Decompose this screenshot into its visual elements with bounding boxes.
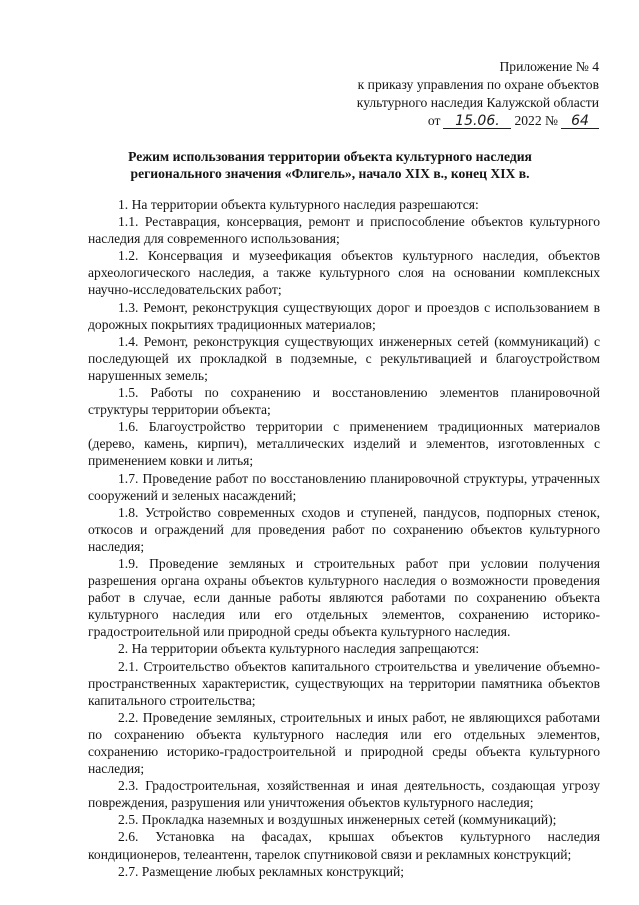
paragraph: 1.1. Реставрация, консервация, ремонт и приспособление объектов культурного наследия для современного использования; (88, 214, 600, 247)
paragraph: 1.7. Проведение работ по восстановлению планировочной структуры, утраченных сооружений и зеленых насаждений; (88, 470, 600, 503)
paragraph: 2.7. Размещение любых рекламных конструкций; (118, 863, 405, 879)
paragraph: 2.5. Прокладка наземных и воздушных инженерных сетей (коммуникаций); (118, 812, 557, 828)
date-prefix: от (427, 113, 441, 128)
paragraph: 1.3. Ремонт, реконструкция существующих дорог и проездов с использованием в дорожных покрытиях традиционных материалов; (88, 299, 600, 332)
paragraph: 1.5. Работы по сохранению и восстановлению элементов планировочной структуры территории объекта; (88, 385, 600, 418)
paragraph: 2.1. Строительство объектов капитального строительства и увеличение объемно-пространственных характеристик, существующих на территории памятника объектов капитального строительства; (88, 658, 600, 708)
paragraph: 2.2. Проведение земляных, строительных и иных работ, не являющихся работами по сохранению объекта культурного наследия или его отдельных элементов, сохранению историко-градостроительной и природной среды объекта культурного наследия; (88, 709, 600, 777)
issuing-authority: культурного наследия Калужской области (356, 95, 599, 110)
document-title (90, 148, 570, 182)
order-date-line (428, 112, 599, 130)
handwritten-date: 15.06. (443, 114, 511, 129)
handwritten-order-number: 64 (561, 114, 599, 129)
paragraph: 1.6. Благоустройство территории с применением традиционных материалов (дерево, камень, кирпич), металлических изделий и элементов, изготовленных с применением ковки и литья; (88, 419, 600, 469)
paragraph: 2.3. Градостроительная, хозяйственная и иная деятельность, создающая угрозу повреждения, разрушения или уничтожения объектов культурного наследия; (88, 778, 600, 811)
paragraph: 1. На территории объекта культурного наследия разрешаются: (118, 197, 479, 212)
order-reference: к приказу управления по охране объектов (357, 77, 599, 92)
paragraph: 1.9. Проведение земляных и строительных работ при условии получения разрешения органа охраны объектов культурного наследия о возможности проведения работ в случае, если данные работы являются работами по сохранению объекта культурного наследия или его отдельных элементов, сохранению историко-градостроительной или природной среды объекта культурного наследия. (88, 555, 600, 640)
paragraph: 1.2. Консервация и музеефикация объектов культурного наследия, объектов археологического наследия, а также культурного слоя на основании комплексных научно-исследовательских работ; (88, 248, 600, 298)
document-body (88, 196, 600, 880)
appendix-number: Приложение № 4 (499, 59, 599, 74)
paragraph: 1.4. Ремонт, реконструкция существующих инженерных сетей (коммуникаций) с последующей их прокладкой в подземные, с рекультивацией и благоустройством нарушенных земель; (88, 333, 600, 383)
title-line-2: регионального значения «Флигель», начало XIX в., конец XIX в. (130, 166, 530, 181)
paragraph: 2.6. Установка на фасадах, крышах объектов культурного наследия кондиционеров, телеантенн, тарелок спутниковой связи и рекламных конструкций; (88, 829, 600, 862)
title-line-1: Режим использования территории объекта культурного наследия (128, 149, 532, 164)
date-year: 2022 № (514, 113, 558, 128)
appendix-header (299, 58, 599, 130)
paragraph: 2. На территории объекта культурного наследия запрещаются: (118, 641, 480, 657)
paragraph: 1.8. Устройство современных сходов и ступеней, пандусов, подпорных стенок, откосов и ограждений для проведения работ по сохранению объектов культурного наследия; (88, 504, 600, 554)
